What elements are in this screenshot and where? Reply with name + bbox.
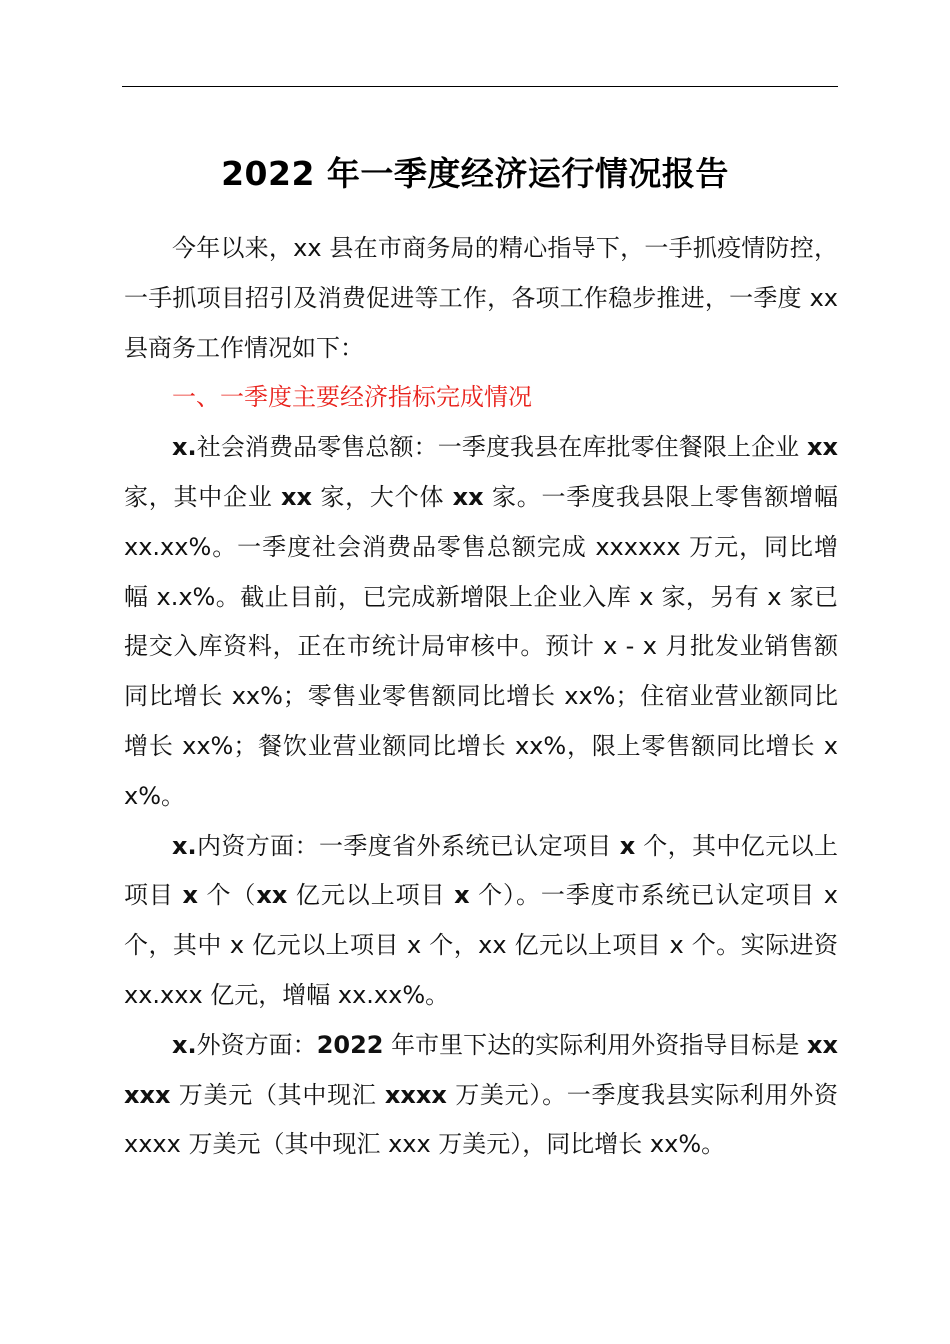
text-run: 家，大个体 — [311, 482, 453, 511]
text-run: 个（ — [197, 881, 257, 910]
foreign-investment-paragraph — [124, 1021, 838, 1170]
text-run: 家。一季度我县限上零售额增幅 xx.xx%。一季度社会消费品零售总额完成 xxxxxx 万元，同比增幅 x.x%。截止目前，已完成新增限上企业入库 x 家，另有 x 家已提交入库资料，正在市统计局审核中。预计 x - x 月批发业销售额同比增长 xx%；零售业零售额同比增长 xx%；住宿业营业额同比增长 xx%；餐饮业营业额同比增长 xx%，限上零售额同比增长 xx%。 — [124, 482, 838, 810]
bold-value: xxxx — [384, 1080, 447, 1109]
bold-value: 2022 — [316, 1030, 384, 1059]
bold-value: x — [182, 881, 198, 910]
bold-value: xx — [256, 881, 288, 910]
domestic-investment-paragraph — [124, 822, 838, 1021]
text-run: 个，其中亿元以上项目 — [124, 831, 838, 910]
bold-value: xx — [281, 482, 312, 511]
item-number: x. — [172, 1030, 197, 1059]
text-run: 万美元（其中现汇 — [170, 1080, 385, 1109]
text-run: 家，其中企业 — [124, 482, 282, 511]
bold-value: xxxxx — [124, 1030, 838, 1109]
item-number: x. — [172, 831, 197, 860]
text-run: 亿元以上项目 — [287, 881, 455, 910]
text-run: 年市里下达的实际利用外资指导目标是 — [383, 1030, 808, 1059]
text-run: 个）。一季度市系统已认定项目 x 个，其中 x 亿元以上项目 x 个，xx 亿元以上项目 x 个。实际进资 xx.xxx 亿元，增幅 xx.xx%。 — [124, 881, 838, 1009]
text-run: 社会消费品零售总额：一季度我县在库批零住餐限上企业 — [196, 433, 808, 462]
text-run: 外资方面： — [196, 1030, 317, 1059]
text-run: 内资方面：一季度省外系统已认定项目 — [196, 831, 620, 860]
bold-value: x — [619, 831, 636, 860]
item-number: x. — [172, 433, 197, 462]
section-heading: 一、一季度主要经济指标完成情况 — [172, 383, 532, 412]
intro-paragraph: 今年以来，xx 县在市商务局的精心指导下，一手抓疫情防控，一手抓项目招引及消费促进等工作，各项工作稳步推进，一季度 xx 县商务工作情况如下： — [124, 234, 838, 362]
retail-sales-paragraph — [124, 423, 838, 821]
header-rule — [122, 86, 838, 87]
bold-value: xx — [807, 433, 838, 462]
bold-value: xx — [452, 482, 484, 511]
document-title: 2022 年一季度经济运行情况报告 — [221, 154, 729, 193]
bold-value: x — [454, 881, 470, 910]
text-run: 万美元）。一季度我县实际利用外资 xxxx 万美元（其中现汇 xxx 万美元），同比增长 xx%。 — [124, 1080, 838, 1159]
document-body — [124, 224, 838, 1170]
